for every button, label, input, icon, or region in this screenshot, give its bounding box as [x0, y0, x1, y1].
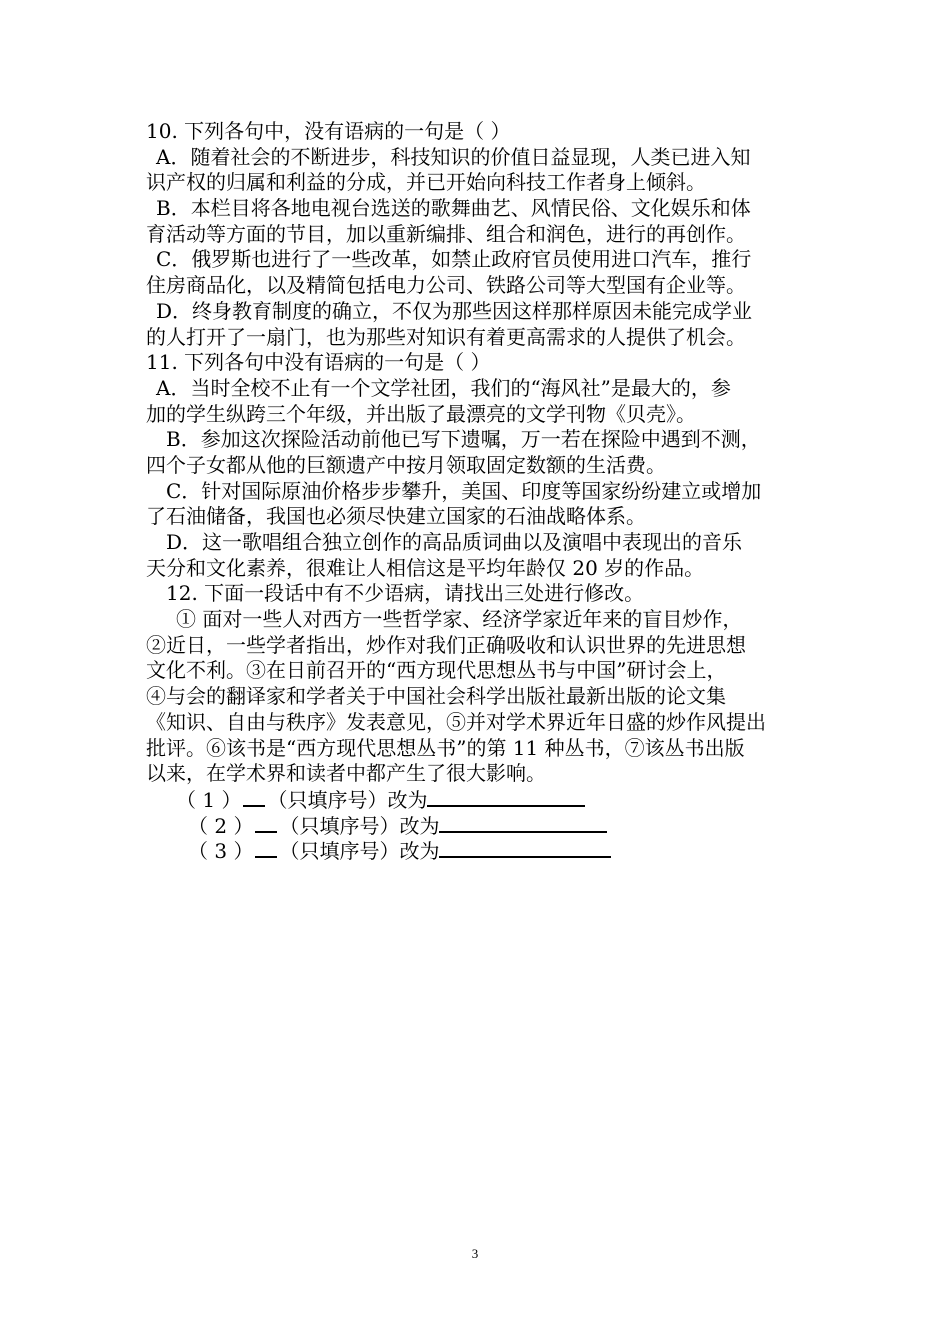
- q12-passage-line6: 批评。⑥该书是“西方现代思想丛书”的第 11 种丛书，⑦该丛书出版: [146, 735, 745, 760]
- q11-option-c-line1: C．针对国际原油价格步步攀升，美国、印度等国家纷纷建立或增加: [166, 478, 762, 503]
- q12-passage-line4: ④与会的翻译家和学者关于中国社会科学出版社最新出版的论文集: [146, 684, 726, 709]
- answer-row-1: [146, 787, 810, 813]
- question-12-stem: 12. 下面一段话中有不少语病，请找出三处进行修改。: [166, 581, 645, 606]
- q10-option-a-line2: 识产权的归属和利益的分成，并已开始向科技工作者身上倾斜。: [146, 170, 706, 195]
- answer-3-number: （ 3 ）: [188, 839, 254, 864]
- q11-option-b-line2: 四个子女都从他的巨额遗产中按月领取固定数额的生活费。: [146, 452, 666, 477]
- answer-1-hint: （只填序号）改为: [267, 787, 428, 812]
- answer-1-number: （ 1 ）: [176, 787, 242, 812]
- exam-content: [146, 119, 810, 864]
- q10-option-c-line2: 住房商品化，以及精简包括电力公司、铁路公司等大型国有企业等。: [146, 273, 746, 298]
- q10-option-d-line2: 的人打开了一扇门，也为那些对知识有着更高需求的人提供了机会。: [146, 324, 746, 349]
- question-10-stem: 10. 下列各句中，没有语病的一句是（ ）: [146, 119, 511, 143]
- q12-passage-line3: 文化不利。③在日前召开的“西方现代思想丛书与中国”研讨会上，: [146, 658, 727, 683]
- answer-1-correction-blank[interactable]: [427, 787, 585, 807]
- q11-option-b-line1: B．参加这次探险活动前他已写下遗嘱，万一若在探险中遇到不测，: [166, 427, 761, 452]
- page-number: 3: [471, 1246, 479, 1261]
- answer-3-sequence-blank[interactable]: [255, 838, 277, 858]
- question-11-stem: 11. 下列各句中没有语病的一句是（ ）: [146, 350, 491, 375]
- answer-2-sequence-blank[interactable]: [255, 813, 277, 833]
- answer-2-number: （ 2 ）: [188, 813, 254, 838]
- answer-3-hint: （只填序号）改为: [279, 839, 440, 864]
- q11-option-d-line2: 天分和文化素养，很难让人相信这是平均年龄仅 20 岁的作品。: [146, 555, 705, 580]
- q11-option-a-line2: 加的学生纵跨三个年级，并出版了最漂亮的文学刊物《贝壳》。: [146, 401, 696, 426]
- answer-row-3: [146, 838, 810, 864]
- q10-option-a-line1: A．随着社会的不断进步，科技知识的价值日益显现，人类已进入知: [156, 144, 751, 169]
- q12-passage-line7: 以来，在学术界和读者中都产生了很大影响。: [146, 761, 546, 786]
- answer-3-correction-blank[interactable]: [439, 838, 611, 858]
- answer-row-2: [146, 813, 810, 839]
- answer-2-hint: （只填序号）改为: [279, 813, 440, 838]
- q10-option-b-line1: B．本栏目将各地电视台选送的歌舞曲艺、风情民俗、文化娱乐和体: [156, 196, 751, 221]
- q10-option-b-line2: 育活动等方面的节目，加以重新编排、组合和润色，进行的再创作。: [146, 221, 746, 246]
- q12-passage-line2: ②近日，一些学者指出，炒作对我们正确吸收和认识世界的先进思想: [146, 632, 746, 657]
- q10-option-d-line1: D．终身教育制度的确立，不仅为那些因这样那样原因未能完成学业: [156, 298, 753, 323]
- q11-option-d-line1: D．这一歌唱组合独立创作的高品质词曲以及演唱中表现出的音乐: [166, 530, 743, 554]
- q12-passage-line5: 《知识、自由与秩序》发表意见，⑤并对学术界近年日盛的炒作风提出: [146, 709, 766, 734]
- q11-option-c-line2: 了石油储备，我国也必须尽快建立国家的石油战略体系。: [146, 504, 646, 529]
- q12-passage-line1: ① 面对一些人对西方一些哲学家、经济学家近年来的盲目炒作，: [176, 607, 743, 632]
- answer-1-sequence-blank[interactable]: [243, 787, 265, 807]
- q11-option-a-line1: A．当时全校不止有一个文学社团，我们的“海风社”是最大的，参: [156, 375, 731, 400]
- q10-option-c-line1: C．俄罗斯也进行了一些改革，如禁止政府官员使用进口汽车，推行: [156, 247, 752, 272]
- answer-2-correction-blank[interactable]: [439, 813, 607, 833]
